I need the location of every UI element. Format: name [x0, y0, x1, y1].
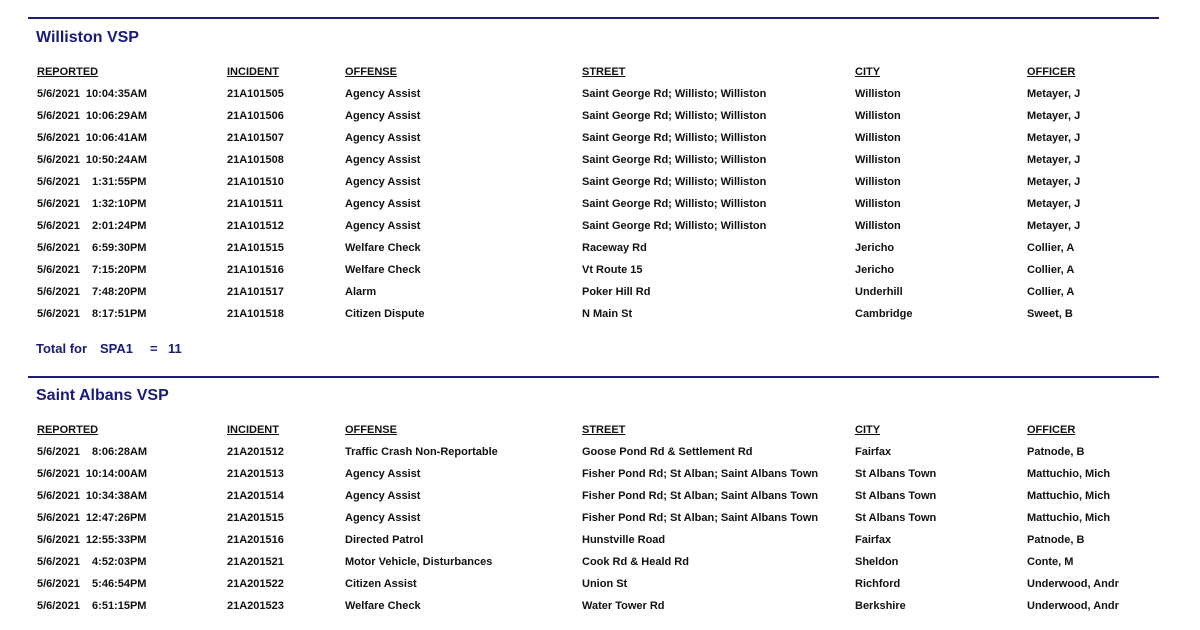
table-row [0, 176, 1200, 198]
street-cell: Saint George Rd; Willisto; Williston [582, 220, 767, 232]
street-cell: Saint George Rd; Willisto; Williston [582, 176, 767, 188]
incident-cell: 21A201514 [227, 490, 284, 502]
city-cell: Cambridge [855, 308, 913, 320]
city-cell: Williston [855, 132, 901, 144]
officer-cell: Underwood, Andr [1027, 578, 1119, 590]
city-cell: Williston [855, 88, 901, 100]
city-cell: Williston [855, 198, 901, 210]
incident-cell: 21A201512 [227, 446, 284, 458]
officer-cell: Metayer, J [1027, 88, 1081, 100]
street-cell: Fisher Pond Rd; St Alban; Saint Albans Town [582, 490, 819, 502]
city-cell: Fairfax [855, 534, 892, 546]
officer-cell: Mattuchio, Mich [1027, 468, 1111, 480]
reported-cell: 5/6/2021 1:32:10PM [37, 198, 147, 210]
offense-cell: Agency Assist [345, 154, 421, 166]
reported-cell: 5/6/2021 8:06:28AM [37, 446, 148, 458]
street-cell: Saint George Rd; Willisto; Williston [582, 198, 767, 210]
officer-cell: Patnode, B [1027, 446, 1085, 458]
offense-cell: Alarm [345, 286, 377, 298]
street-cell: Goose Pond Rd & Settlement Rd [582, 446, 753, 458]
city-cell: Williston [855, 220, 901, 232]
offense-cell: Motor Vehicle, Disturbances [345, 556, 493, 568]
offense-cell: Agency Assist [345, 132, 421, 144]
street-cell: Hunstville Road [582, 534, 666, 546]
reported-cell: 5/6/2021 8:17:51PM [37, 308, 147, 320]
street-cell: Poker Hill Rd [582, 286, 651, 298]
city-cell: St Albans Town [855, 468, 937, 480]
incident-cell: 21A101508 [227, 154, 284, 166]
officer-cell: Underwood, Andr [1027, 600, 1119, 612]
city-cell: St Albans Town [855, 512, 937, 524]
incident-cell: 21A101507 [227, 132, 284, 144]
table-row [0, 490, 1200, 512]
offense-cell: Citizen Dispute [345, 308, 425, 320]
column-header-reported: REPORTED [37, 424, 99, 436]
column-header-officer: OFFICER [1027, 424, 1076, 436]
total-equals: = [150, 341, 158, 356]
officer-cell: Mattuchio, Mich [1027, 490, 1111, 502]
incident-cell: 21A201515 [227, 512, 284, 524]
reported-cell: 5/6/2021 12:55:33PM [37, 534, 147, 546]
street-cell: Saint George Rd; Willisto; Williston [582, 110, 767, 122]
table-row [0, 242, 1200, 264]
city-cell: Sheldon [855, 556, 899, 568]
reported-cell: 5/6/2021 12:47:26PM [37, 512, 147, 524]
reported-cell: 5/6/2021 6:51:15PM [37, 600, 147, 612]
incident-cell: 21A201522 [227, 578, 284, 590]
street-cell: Fisher Pond Rd; St Alban; Saint Albans Town [582, 512, 819, 524]
reported-cell: 5/6/2021 7:15:20PM [37, 264, 147, 276]
table-row [0, 446, 1200, 468]
column-header-offense: OFFENSE [345, 424, 397, 436]
incident-cell: 21A101517 [227, 286, 284, 298]
total-count: 11 [168, 341, 182, 356]
reported-cell: 5/6/2021 6:59:30PM [37, 242, 147, 254]
reported-cell: 5/6/2021 2:01:24PM [37, 220, 147, 232]
offense-cell: Welfare Check [345, 600, 421, 612]
incident-cell: 21A201521 [227, 556, 284, 568]
offense-cell: Agency Assist [345, 512, 421, 524]
street-cell: Vt Route 15 [582, 264, 643, 276]
officer-cell: Patnode, B [1027, 534, 1085, 546]
table-row [0, 110, 1200, 132]
city-cell: St Albans Town [855, 490, 937, 502]
city-cell: Berkshire [855, 600, 906, 612]
table-row [0, 286, 1200, 308]
table-row [0, 468, 1200, 490]
street-cell: Fisher Pond Rd; St Alban; Saint Albans Town [582, 468, 819, 480]
offense-cell: Agency Assist [345, 490, 421, 502]
table-row [0, 600, 1200, 622]
street-cell: Cook Rd & Heald Rd [582, 556, 689, 568]
officer-cell: Mattuchio, Mich [1027, 512, 1111, 524]
table-row [0, 556, 1200, 578]
incident-cell: 21A201513 [227, 468, 284, 480]
street-cell: Saint George Rd; Willisto; Williston [582, 88, 767, 100]
incident-cell: 21A101515 [227, 242, 284, 254]
column-header-incident: INCIDENT [227, 66, 279, 78]
offense-cell: Citizen Assist [345, 578, 417, 590]
officer-cell: Collier, A [1027, 264, 1075, 276]
reported-cell: 5/6/2021 10:06:41AM [37, 132, 148, 144]
table-row [0, 512, 1200, 534]
officer-cell: Metayer, J [1027, 110, 1081, 122]
offense-cell: Agency Assist [345, 88, 421, 100]
city-cell: Williston [855, 110, 901, 122]
total-label: Total for [36, 341, 88, 356]
incident-cell: 21A101512 [227, 220, 284, 232]
table-row [0, 220, 1200, 242]
incident-cell: 21A201523 [227, 600, 284, 612]
column-header-street: STREET [582, 66, 626, 78]
street-cell: Saint George Rd; Willisto; Williston [582, 154, 767, 166]
column-header-city: CITY [855, 66, 881, 78]
table-row [0, 534, 1200, 556]
officer-cell: Metayer, J [1027, 154, 1081, 166]
incident-cell: 21A201516 [227, 534, 284, 546]
city-cell: Richford [855, 578, 901, 590]
offense-cell: Agency Assist [345, 110, 421, 122]
offense-cell: Agency Assist [345, 220, 421, 232]
section-title-williston: Williston VSP [36, 29, 139, 46]
offense-cell: Agency Assist [345, 468, 421, 480]
reported-cell: 5/6/2021 10:50:24AM [37, 154, 148, 166]
section-divider [28, 17, 1159, 19]
street-cell: N Main St [582, 308, 633, 320]
officer-cell: Metayer, J [1027, 176, 1081, 188]
incident-cell: 21A101505 [227, 88, 284, 100]
incident-cell: 21A101510 [227, 176, 284, 188]
table-row [0, 264, 1200, 286]
city-cell: Jericho [855, 242, 895, 254]
incident-cell: 21A101518 [227, 308, 284, 320]
section-title-saint-albans: Saint Albans VSP [36, 387, 169, 404]
officer-cell: Sweet, B [1027, 308, 1073, 320]
offense-cell: Directed Patrol [345, 534, 424, 546]
table-row [0, 198, 1200, 220]
table-row [0, 88, 1200, 110]
total-code: SPA1 [100, 341, 133, 356]
incident-cell: 21A101511 [227, 198, 284, 210]
column-header-city: CITY [855, 424, 881, 436]
reported-cell: 5/6/2021 5:46:54PM [37, 578, 147, 590]
street-cell: Water Tower Rd [582, 600, 665, 612]
city-cell: Williston [855, 176, 901, 188]
officer-cell: Collier, A [1027, 286, 1075, 298]
column-header-offense: OFFENSE [345, 66, 397, 78]
city-cell: Underhill [855, 286, 903, 298]
incident-cell: 21A101506 [227, 110, 284, 122]
table-row [0, 578, 1200, 600]
incident-cell: 21A101516 [227, 264, 284, 276]
table-row [0, 308, 1200, 330]
reported-cell: 5/6/2021 7:48:20PM [37, 286, 147, 298]
offense-cell: Traffic Crash Non-Reportable [345, 446, 498, 458]
column-header-street: STREET [582, 424, 626, 436]
offense-cell: Agency Assist [345, 198, 421, 210]
offense-cell: Welfare Check [345, 264, 421, 276]
street-cell: Union St [582, 578, 628, 590]
reported-cell: 5/6/2021 10:34:38AM [37, 490, 148, 502]
column-header-reported: REPORTED [37, 66, 99, 78]
officer-cell: Metayer, J [1027, 132, 1081, 144]
reported-cell: 5/6/2021 10:04:35AM [37, 88, 148, 100]
officer-cell: Collier, A [1027, 242, 1075, 254]
column-header-officer: OFFICER [1027, 66, 1076, 78]
city-cell: Williston [855, 154, 901, 166]
offense-cell: Agency Assist [345, 176, 421, 188]
reported-cell: 5/6/2021 4:52:03PM [37, 556, 147, 568]
city-cell: Fairfax [855, 446, 892, 458]
city-cell: Jericho [855, 264, 895, 276]
column-header-incident: INCIDENT [227, 424, 279, 436]
reported-cell: 5/6/2021 10:14:00AM [37, 468, 148, 480]
section-divider [28, 376, 1159, 378]
officer-cell: Metayer, J [1027, 198, 1081, 210]
street-cell: Raceway Rd [582, 242, 647, 254]
officer-cell: Metayer, J [1027, 220, 1081, 232]
offense-cell: Welfare Check [345, 242, 421, 254]
table-row [0, 132, 1200, 154]
reported-cell: 5/6/2021 1:31:55PM [37, 176, 147, 188]
officer-cell: Conte, M [1027, 556, 1074, 568]
table-row [0, 154, 1200, 176]
reported-cell: 5/6/2021 10:06:29AM [37, 110, 148, 122]
street-cell: Saint George Rd; Willisto; Williston [582, 132, 767, 144]
